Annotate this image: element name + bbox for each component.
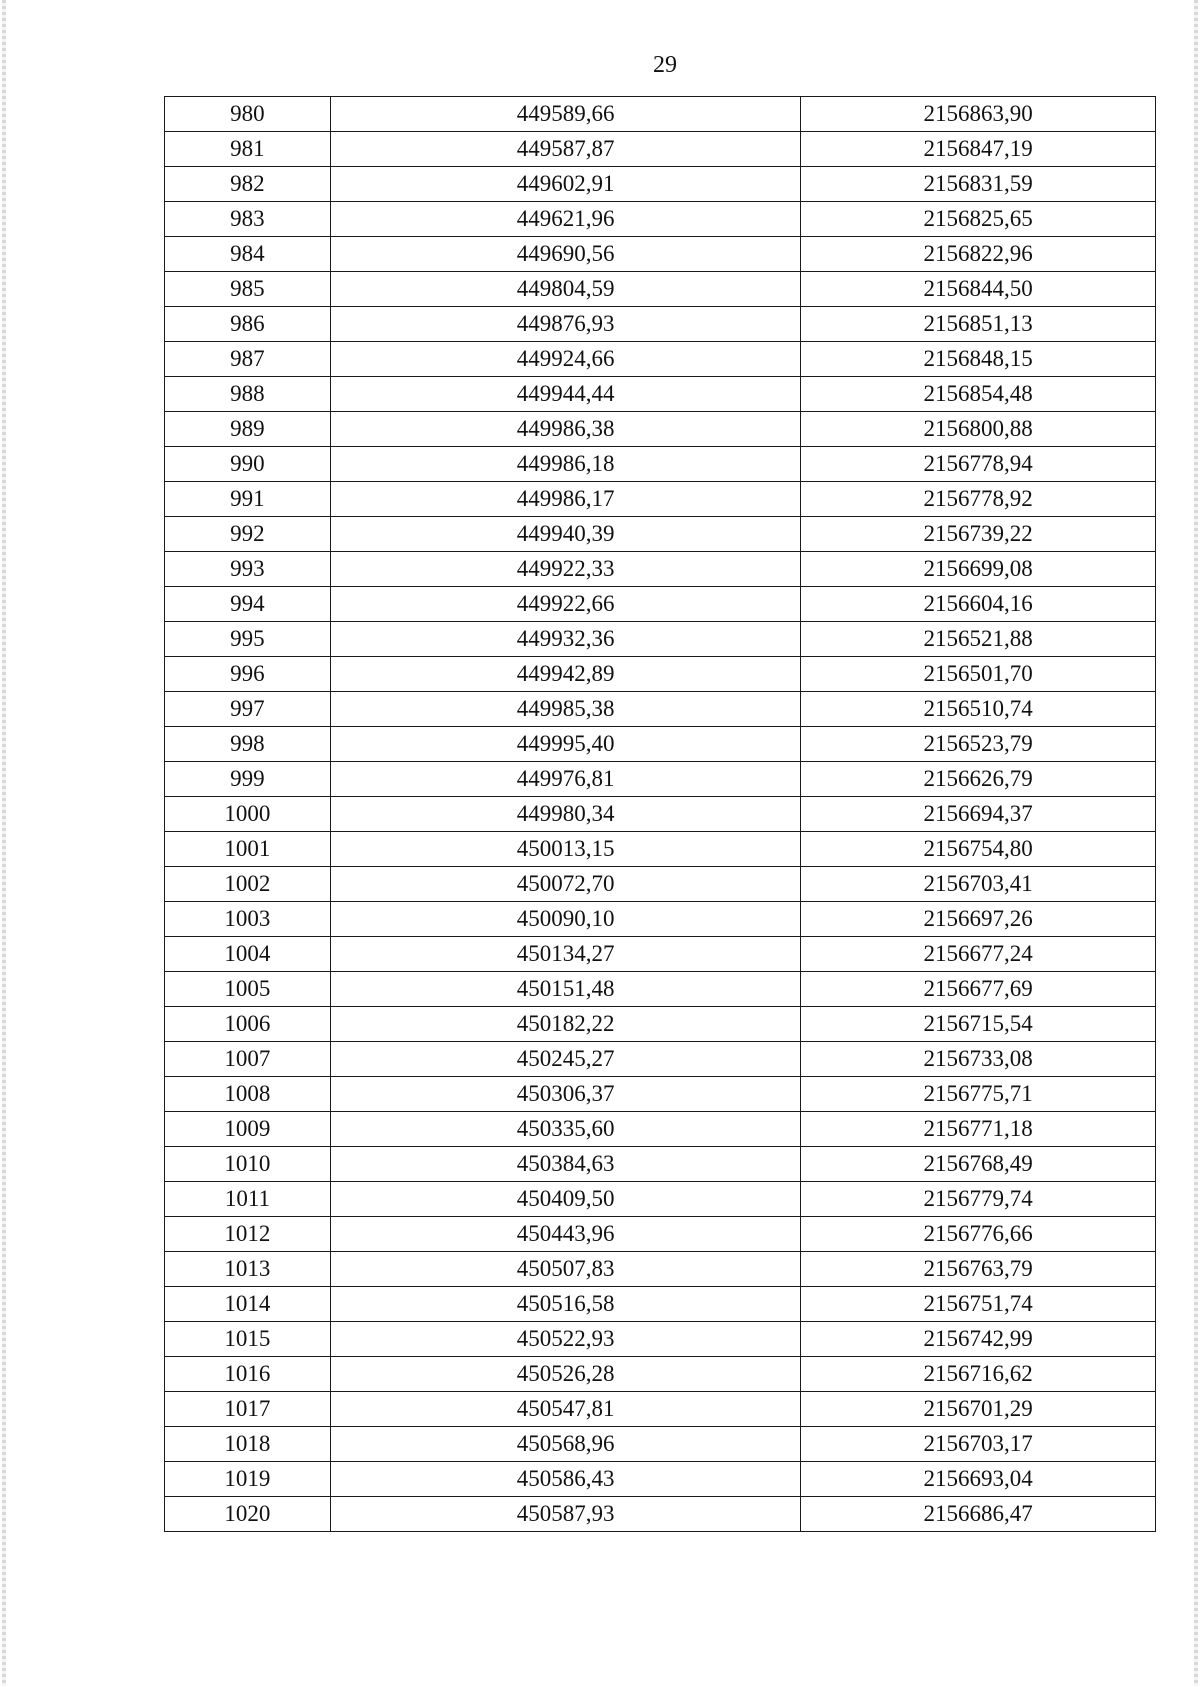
y-coordinate-cell: 2156693,04 <box>801 1462 1156 1497</box>
x-coordinate-cell: 450587,93 <box>330 1497 800 1532</box>
point-number-cell: 987 <box>165 342 331 377</box>
table-row <box>165 447 1156 482</box>
x-coordinate-cell: 449602,91 <box>330 167 800 202</box>
y-coordinate-cell: 2156778,94 <box>801 447 1156 482</box>
table-row <box>165 1497 1156 1532</box>
y-coordinate-cell: 2156733,08 <box>801 1042 1156 1077</box>
x-coordinate-cell: 450443,96 <box>330 1217 800 1252</box>
scan-edge-right <box>1194 0 1198 1686</box>
table-row <box>165 97 1156 132</box>
point-number-cell: 1020 <box>165 1497 331 1532</box>
y-coordinate-cell: 2156742,99 <box>801 1322 1156 1357</box>
scan-edge-left <box>2 0 6 1686</box>
point-number-cell: 1014 <box>165 1287 331 1322</box>
x-coordinate-cell: 449621,96 <box>330 202 800 237</box>
table-row <box>165 1427 1156 1462</box>
x-coordinate-cell: 449922,33 <box>330 552 800 587</box>
x-coordinate-cell: 449986,18 <box>330 447 800 482</box>
y-coordinate-cell: 2156521,88 <box>801 622 1156 657</box>
y-coordinate-cell: 2156863,90 <box>801 97 1156 132</box>
y-coordinate-cell: 2156703,17 <box>801 1427 1156 1462</box>
point-number-cell: 1002 <box>165 867 331 902</box>
y-coordinate-cell: 2156851,13 <box>801 307 1156 342</box>
x-coordinate-cell: 449986,17 <box>330 482 800 517</box>
x-coordinate-cell: 449876,93 <box>330 307 800 342</box>
table-row <box>165 867 1156 902</box>
y-coordinate-cell: 2156776,66 <box>801 1217 1156 1252</box>
x-coordinate-cell: 450516,58 <box>330 1287 800 1322</box>
point-number-cell: 1000 <box>165 797 331 832</box>
y-coordinate-cell: 2156626,79 <box>801 762 1156 797</box>
point-number-cell: 998 <box>165 727 331 762</box>
y-coordinate-cell: 2156677,69 <box>801 972 1156 1007</box>
x-coordinate-cell: 450335,60 <box>330 1112 800 1147</box>
x-coordinate-cell: 450384,63 <box>330 1147 800 1182</box>
x-coordinate-cell: 449924,66 <box>330 342 800 377</box>
y-coordinate-cell: 2156694,37 <box>801 797 1156 832</box>
x-coordinate-cell: 449587,87 <box>330 132 800 167</box>
y-coordinate-cell: 2156822,96 <box>801 237 1156 272</box>
table-row <box>165 132 1156 167</box>
y-coordinate-cell: 2156686,47 <box>801 1497 1156 1532</box>
point-number-cell: 985 <box>165 272 331 307</box>
y-coordinate-cell: 2156510,74 <box>801 692 1156 727</box>
y-coordinate-cell: 2156716,62 <box>801 1357 1156 1392</box>
point-number-cell: 1008 <box>165 1077 331 1112</box>
y-coordinate-cell: 2156703,41 <box>801 867 1156 902</box>
point-number-cell: 1012 <box>165 1217 331 1252</box>
y-coordinate-cell: 2156847,19 <box>801 132 1156 167</box>
x-coordinate-cell: 450526,28 <box>330 1357 800 1392</box>
y-coordinate-cell: 2156751,74 <box>801 1287 1156 1322</box>
x-coordinate-cell: 450090,10 <box>330 902 800 937</box>
point-number-cell: 981 <box>165 132 331 167</box>
table-row <box>165 412 1156 447</box>
x-coordinate-cell: 449804,59 <box>330 272 800 307</box>
table-row <box>165 657 1156 692</box>
table-row <box>165 202 1156 237</box>
y-coordinate-cell: 2156848,15 <box>801 342 1156 377</box>
point-number-cell: 1019 <box>165 1462 331 1497</box>
y-coordinate-cell: 2156699,08 <box>801 552 1156 587</box>
table-row <box>165 1462 1156 1497</box>
coordinates-table <box>164 96 1156 1532</box>
table-row <box>165 972 1156 1007</box>
x-coordinate-cell: 450134,27 <box>330 937 800 972</box>
point-number-cell: 983 <box>165 202 331 237</box>
point-number-cell: 999 <box>165 762 331 797</box>
table-row <box>165 307 1156 342</box>
x-coordinate-cell: 449942,89 <box>330 657 800 692</box>
table-row <box>165 727 1156 762</box>
point-number-cell: 1018 <box>165 1427 331 1462</box>
y-coordinate-cell: 2156831,59 <box>801 167 1156 202</box>
table-row <box>165 1392 1156 1427</box>
x-coordinate-cell: 449944,44 <box>330 377 800 412</box>
point-number-cell: 1006 <box>165 1007 331 1042</box>
table-row <box>165 237 1156 272</box>
point-number-cell: 995 <box>165 622 331 657</box>
y-coordinate-cell: 2156771,18 <box>801 1112 1156 1147</box>
y-coordinate-cell: 2156800,88 <box>801 412 1156 447</box>
y-coordinate-cell: 2156778,92 <box>801 482 1156 517</box>
x-coordinate-cell: 450151,48 <box>330 972 800 1007</box>
y-coordinate-cell: 2156523,79 <box>801 727 1156 762</box>
point-number-cell: 997 <box>165 692 331 727</box>
table-row <box>165 1007 1156 1042</box>
table-row <box>165 1042 1156 1077</box>
point-number-cell: 993 <box>165 552 331 587</box>
point-number-cell: 1001 <box>165 832 331 867</box>
point-number-cell: 1015 <box>165 1322 331 1357</box>
point-number-cell: 988 <box>165 377 331 412</box>
y-coordinate-cell: 2156768,49 <box>801 1147 1156 1182</box>
x-coordinate-cell: 450547,81 <box>330 1392 800 1427</box>
point-number-cell: 1009 <box>165 1112 331 1147</box>
x-coordinate-cell: 450013,15 <box>330 832 800 867</box>
table-row <box>165 1077 1156 1112</box>
table-row <box>165 342 1156 377</box>
table-row <box>165 167 1156 202</box>
table-row <box>165 1252 1156 1287</box>
x-coordinate-cell: 450522,93 <box>330 1322 800 1357</box>
x-coordinate-cell: 449922,66 <box>330 587 800 622</box>
point-number-cell: 1016 <box>165 1357 331 1392</box>
table-row <box>165 622 1156 657</box>
table-row <box>165 692 1156 727</box>
point-number-cell: 996 <box>165 657 331 692</box>
table-row <box>165 552 1156 587</box>
y-coordinate-cell: 2156763,79 <box>801 1252 1156 1287</box>
y-coordinate-cell: 2156739,22 <box>801 517 1156 552</box>
point-number-cell: 1005 <box>165 972 331 1007</box>
point-number-cell: 1003 <box>165 902 331 937</box>
point-number-cell: 986 <box>165 307 331 342</box>
y-coordinate-cell: 2156501,70 <box>801 657 1156 692</box>
table-row <box>165 902 1156 937</box>
x-coordinate-cell: 449940,39 <box>330 517 800 552</box>
point-number-cell: 982 <box>165 167 331 202</box>
table-row <box>165 272 1156 307</box>
table-row <box>165 587 1156 622</box>
table-row <box>165 1182 1156 1217</box>
y-coordinate-cell: 2156754,80 <box>801 832 1156 867</box>
x-coordinate-cell: 449690,56 <box>330 237 800 272</box>
y-coordinate-cell: 2156604,16 <box>801 587 1156 622</box>
x-coordinate-cell: 449976,81 <box>330 762 800 797</box>
point-number-cell: 1013 <box>165 1252 331 1287</box>
x-coordinate-cell: 450072,70 <box>330 867 800 902</box>
x-coordinate-cell: 450245,27 <box>330 1042 800 1077</box>
table-row <box>165 1217 1156 1252</box>
table-row <box>165 832 1156 867</box>
y-coordinate-cell: 2156715,54 <box>801 1007 1156 1042</box>
table-row <box>165 937 1156 972</box>
table-row <box>165 1357 1156 1392</box>
x-coordinate-cell: 449589,66 <box>330 97 800 132</box>
table-row <box>165 482 1156 517</box>
x-coordinate-cell: 449932,36 <box>330 622 800 657</box>
y-coordinate-cell: 2156854,48 <box>801 377 1156 412</box>
y-coordinate-cell: 2156825,65 <box>801 202 1156 237</box>
table-row <box>165 1287 1156 1322</box>
x-coordinate-cell: 449995,40 <box>330 727 800 762</box>
y-coordinate-cell: 2156677,24 <box>801 937 1156 972</box>
y-coordinate-cell: 2156844,50 <box>801 272 1156 307</box>
point-number-cell: 1004 <box>165 937 331 972</box>
coordinates-table-body <box>165 97 1156 1532</box>
point-number-cell: 991 <box>165 482 331 517</box>
point-number-cell: 989 <box>165 412 331 447</box>
x-coordinate-cell: 450182,22 <box>330 1007 800 1042</box>
y-coordinate-cell: 2156697,26 <box>801 902 1156 937</box>
point-number-cell: 992 <box>165 517 331 552</box>
table-row <box>165 1147 1156 1182</box>
point-number-cell: 980 <box>165 97 331 132</box>
x-coordinate-cell: 449985,38 <box>330 692 800 727</box>
point-number-cell: 1011 <box>165 1182 331 1217</box>
point-number-cell: 994 <box>165 587 331 622</box>
table-row <box>165 762 1156 797</box>
table-row <box>165 1322 1156 1357</box>
table-row <box>165 517 1156 552</box>
table-row <box>165 377 1156 412</box>
y-coordinate-cell: 2156775,71 <box>801 1077 1156 1112</box>
point-number-cell: 1010 <box>165 1147 331 1182</box>
point-number-cell: 1017 <box>165 1392 331 1427</box>
y-coordinate-cell: 2156779,74 <box>801 1182 1156 1217</box>
x-coordinate-cell: 449986,38 <box>330 412 800 447</box>
y-coordinate-cell: 2156701,29 <box>801 1392 1156 1427</box>
point-number-cell: 990 <box>165 447 331 482</box>
table-row <box>165 797 1156 832</box>
x-coordinate-cell: 449980,34 <box>330 797 800 832</box>
x-coordinate-cell: 450586,43 <box>330 1462 800 1497</box>
x-coordinate-cell: 450507,83 <box>330 1252 800 1287</box>
x-coordinate-cell: 450409,50 <box>330 1182 800 1217</box>
x-coordinate-cell: 450568,96 <box>330 1427 800 1462</box>
point-number-cell: 984 <box>165 237 331 272</box>
page-number: 29 <box>653 52 677 78</box>
table-row <box>165 1112 1156 1147</box>
x-coordinate-cell: 450306,37 <box>330 1077 800 1112</box>
point-number-cell: 1007 <box>165 1042 331 1077</box>
